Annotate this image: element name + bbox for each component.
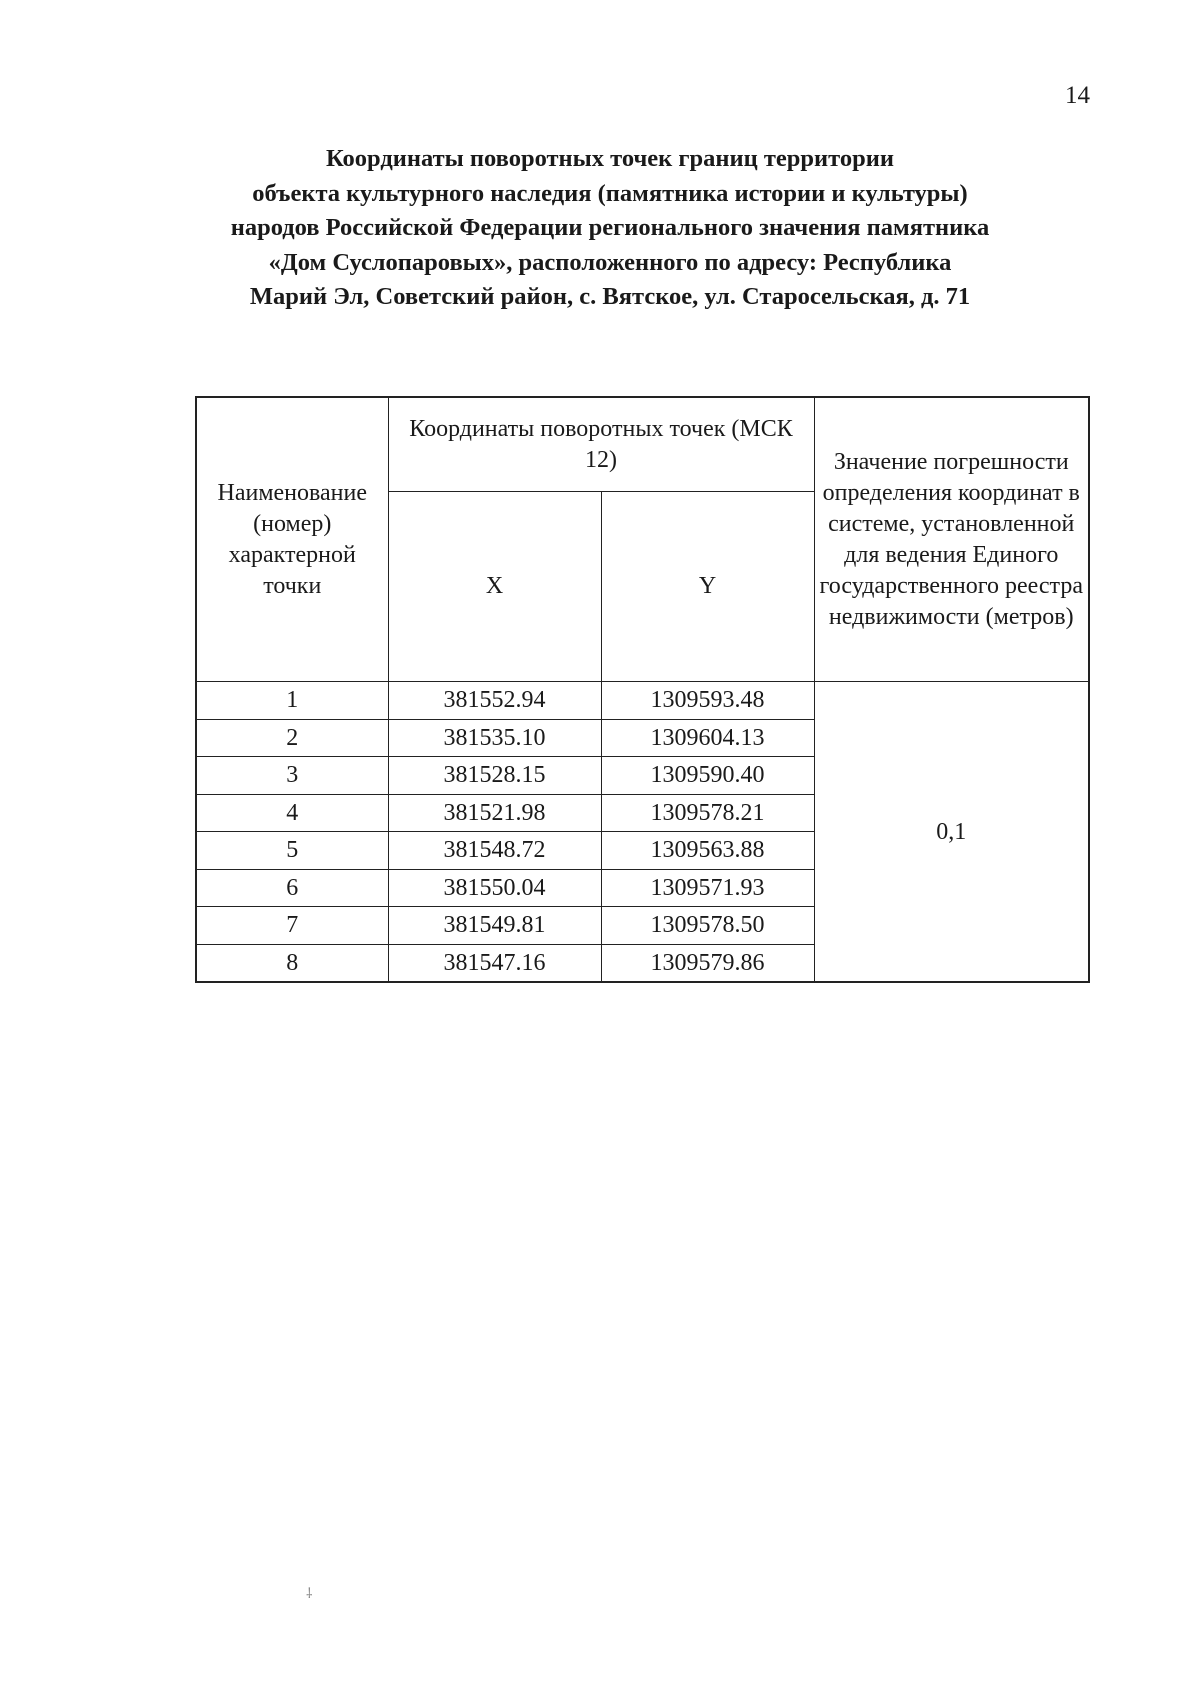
point-cell: 3	[196, 757, 388, 795]
x-cell: 381547.16	[388, 944, 601, 982]
x-cell: 381550.04	[388, 869, 601, 907]
page-number: 14	[1065, 82, 1090, 109]
point-cell: 7	[196, 907, 388, 945]
y-cell: 1309571.93	[601, 869, 814, 907]
x-cell: 381528.15	[388, 757, 601, 795]
point-cell: 4	[196, 794, 388, 832]
title-line: Координаты поворотных точек границ территории	[326, 145, 894, 172]
point-cell: 5	[196, 832, 388, 870]
header-point-name: Наименование (номер) характерной точки	[196, 397, 388, 682]
header-y: Y	[601, 492, 814, 682]
point-cell: 8	[196, 944, 388, 982]
header-x: X	[388, 492, 601, 682]
y-cell: 1309578.50	[601, 907, 814, 945]
coordinates-table	[195, 396, 1090, 983]
header-accuracy: Значение погрешности определения координат в системе, установленной для ведения Единого государственного реестра недвижимости (метров)	[814, 397, 1089, 682]
point-cell: 1	[196, 682, 388, 720]
table-body	[196, 682, 1089, 983]
x-cell: 381549.81	[388, 907, 601, 945]
y-cell: 1309604.13	[601, 719, 814, 757]
document-title	[160, 142, 1060, 315]
x-cell: 381552.94	[388, 682, 601, 720]
y-cell: 1309578.21	[601, 794, 814, 832]
y-cell: 1309579.86	[601, 944, 814, 982]
y-cell: 1309563.88	[601, 832, 814, 870]
table-row	[196, 682, 1089, 720]
title-line: объекта культурного наследия (памятника истории и культуры)	[252, 179, 968, 207]
point-cell: 6	[196, 869, 388, 907]
header-coordinates-group: Координаты поворотных точек (МСК 12)	[388, 397, 814, 492]
x-cell: 381521.98	[388, 794, 601, 832]
y-cell: 1309590.40	[601, 757, 814, 795]
y-cell: 1309593.48	[601, 682, 814, 720]
title-line: «Дом Суслопаровых», расположенного по адресу: Республика	[268, 248, 952, 276]
point-cell: 2	[196, 719, 388, 757]
title-line: Марий Эл, Советский район, с. Вятское, ул. Старосельская, д. 71	[249, 283, 971, 310]
x-cell: 381535.10	[388, 719, 601, 757]
title-line: народов Российской Федерации регионального значения памятника	[230, 214, 990, 241]
accuracy-value-cell: 0,1	[814, 682, 1089, 983]
x-cell: 381548.72	[388, 832, 601, 870]
stray-mark: ⸸	[306, 1587, 313, 1602]
